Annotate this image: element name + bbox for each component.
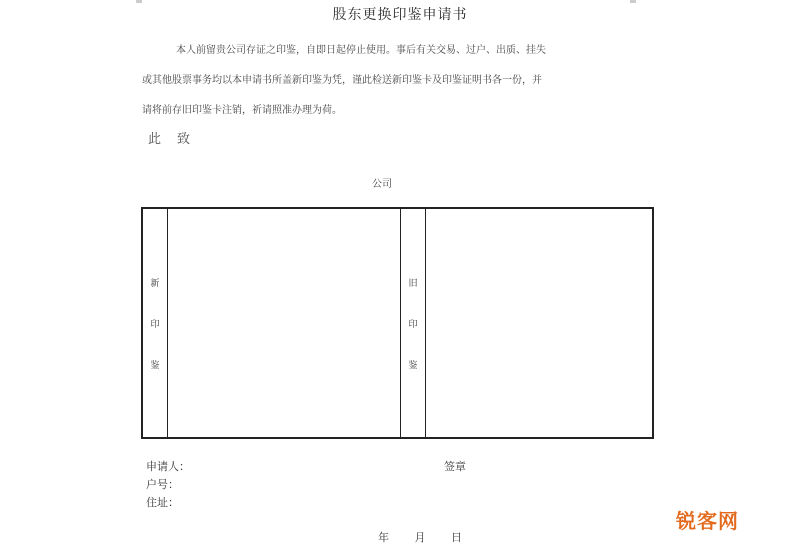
company-label: 公司 bbox=[372, 179, 392, 190]
body-paragraph bbox=[142, 36, 622, 126]
new-seal-label bbox=[143, 209, 168, 437]
account-label: 户号： bbox=[146, 478, 179, 491]
old-seal-char-2: 印 bbox=[408, 319, 418, 330]
address-label: 住址： bbox=[146, 496, 179, 509]
page-corner-mark-right bbox=[630, 0, 636, 3]
applicant-block bbox=[146, 458, 190, 512]
paragraph-line-1: 本人前留贵公司存证之印鉴，自即日起停止使用。事后有关交易、过户、出质、挂失 bbox=[176, 45, 546, 56]
old-seal-char-1: 旧 bbox=[408, 278, 418, 289]
old-seal-label bbox=[401, 209, 426, 437]
applicant-label: 申请人： bbox=[146, 460, 190, 473]
new-seal-area bbox=[168, 209, 401, 437]
date-line: 年 月 日 bbox=[378, 531, 462, 544]
site-watermark: 锐客网 bbox=[676, 509, 739, 533]
signature-label: 签章 bbox=[444, 460, 466, 473]
old-seal-char-3: 鉴 bbox=[408, 360, 418, 371]
new-seal-char-2: 印 bbox=[150, 319, 160, 330]
document-title: 股东更换印鉴申请书 bbox=[332, 7, 468, 23]
paragraph-line-3: 请将前存旧印鉴卡注销，祈请照准办理为荷。 bbox=[142, 105, 342, 116]
seal-table bbox=[141, 207, 654, 439]
page-corner-mark-left bbox=[136, 0, 142, 3]
old-seal-area bbox=[426, 209, 652, 437]
salutation: 此致 bbox=[148, 132, 207, 147]
paragraph-line-2: 或其他股票事务均以本申请书所盖新印鉴为凭，谨此检送新印鉴卡及印鉴证明书各一份，并 bbox=[142, 75, 542, 86]
new-seal-char-3: 鉴 bbox=[150, 360, 160, 371]
new-seal-char-1: 新 bbox=[150, 278, 160, 289]
